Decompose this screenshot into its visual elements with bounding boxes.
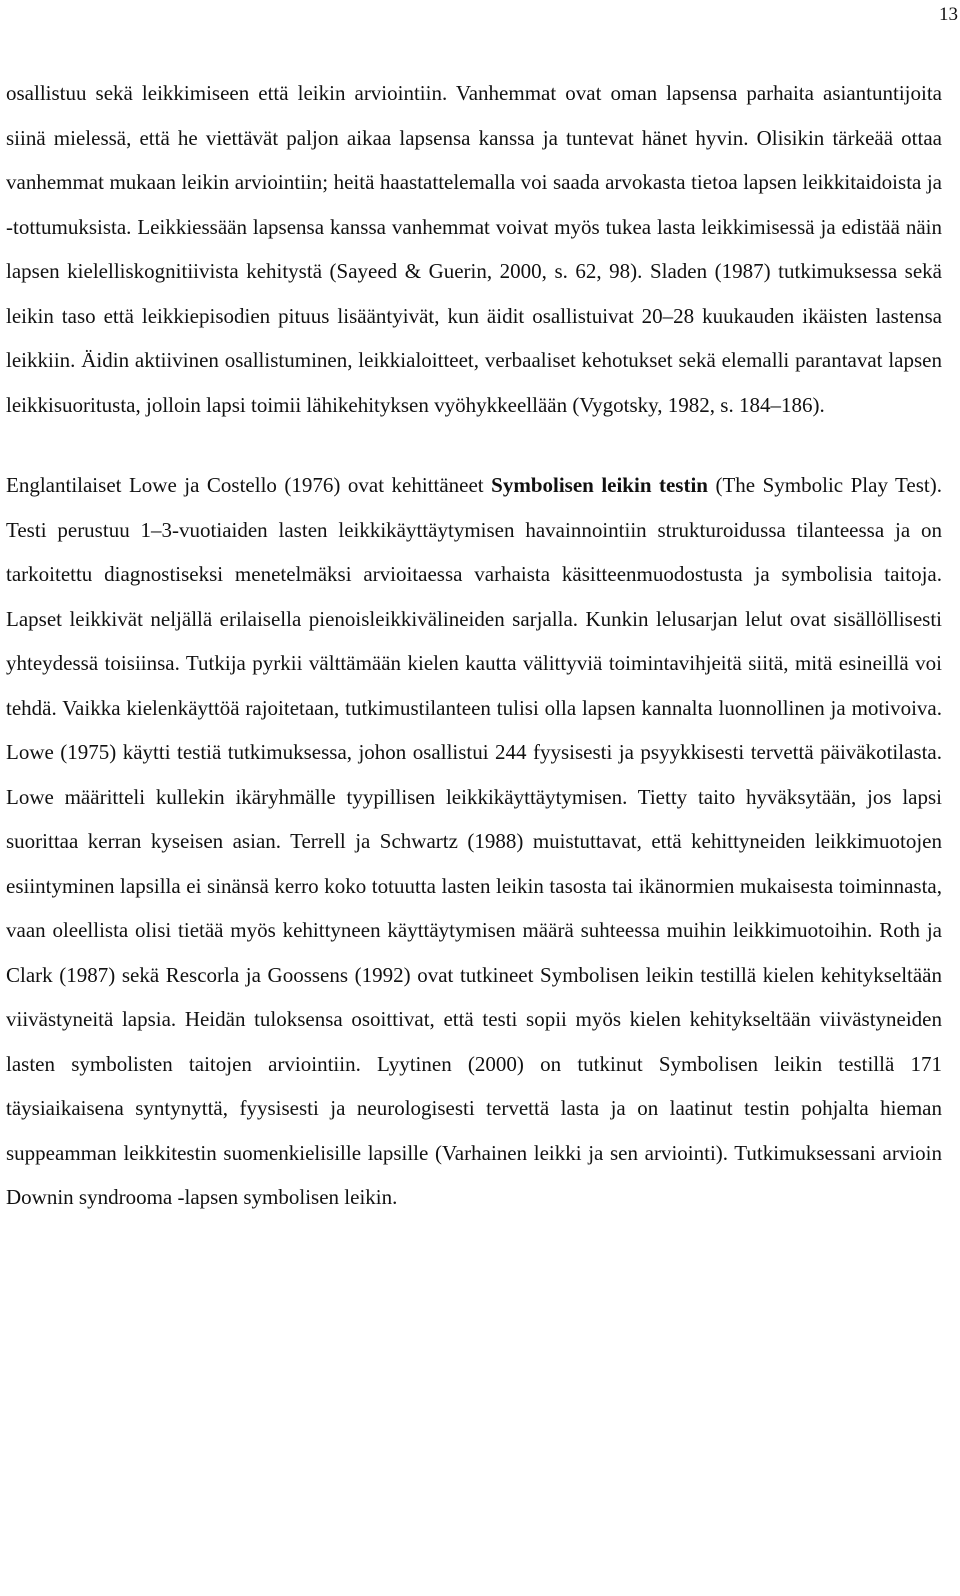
page-number: 13 [939,4,958,25]
paragraph-1: osallistuu sekä leikkimiseen että leikin arviointiin. Vanhemmat ovat oman lapsensa parhaita asiantuntijoita siinä mielessä, että he viettävät paljon aikaa lapsensa kanssa ja tuntevat hänet hyvin. Olisikin tärkeää ottaa vanhemmat mukaan leikin arviointiin; heitä haastattelemalla voi saada arvokasta tietoa lapsen leikkitaidoista ja -tottumuksista. Leikkiessään lapsensa kanssa vanhemmat voivat myös tukea lasta leikkimisessä ja edistää näin lapsen kielelliskognitiivista kehitystä (Sayeed & Guerin, 2000, s. 62, 98). Sladen (1987) tutkimuksessa sekä leikin taso että leikkiepisodien pituus lisääntyivät, kun äidit osallistuivat 20–28 kuukauden ikäisten lastensa leikkiin. Äidin aktiivinen osallistuminen, leikkialoitteet, verbaaliset kehotukset sekä elemalli parantavat lapsen leikkisuoritusta, jolloin lapsi toimii lähikehityksen vyöhykkeellään (Vygotsky, 1982, s. 184–186). [6,81,942,417]
paragraph-2 [6,463,942,1220]
test-name-bold: Symbolisen leikin testin [491,473,708,497]
paragraph-2-intro: Englantilaiset Lowe ja Costello (1976) ovat kehittäneet [6,473,492,497]
paragraph-2-body: (The Symbolic Play Test). Testi perustuu 1–3-vuotiaiden lasten leikkikäyttäytymisen havainnointiin strukturoidussa tilanteessa ja on tarkoitettu diagnostiseksi menetelmäksi arvioitaessa varhaista käsitteenmuodostusta ja symbolisia taitoja. Lapset leikkivät neljällä erilaisella pienoisleikkivälineiden sarjalla. Kunkin lelusarjan lelut ovat sisällöllisesti yhteydessä toisiinsa. Tutkija pyrkii välttämään kielen kautta välittyviä toimintavihjeitä siitä, mitä esineillä voi tehdä. Vaikka kielenkäyttöä rajoitetaan, tutkimustilanteen tulisi olla lapsen kannalta luonnollinen ja motivoiva. Lowe (1975) käytti testiä tutkimuksessa, johon osallistui 244 fyysisesti ja psyykkisesti tervettä päiväkotilasta. Lowe määritteli kullekin ikäryhmälle tyypillisen leikkikäyttäytymisen. Tietty taito hyväksytään, jos lapsi suorittaa kerran kyseisen asian. Terrell ja Schwartz (1988) muistuttavat, että kehittyneiden leikkimuotojen esiintyminen lapsilla ei sinänsä kerro koko totuutta lasten leikin tasosta tai ikänormien mukaisesta toiminnasta, vaan oleellista olisi tietää myös kehittyneen käyttäytymisen määrä suhteessa muihin leikkimuotoihin. Roth ja Clark (1987) sekä Rescorla ja Goossens (1992) ovat tutkineet Symbolisen leikin testillä kielen kehitykseltään viivästyneitä lapsia. Heidän tuloksensa osoittivat, että testi sopii myös kielen kehitykseltään viivästyneiden lasten symbolisten taitojen arviointiin. Lyytinen (2000) on tutkinut Symbolisen leikin testillä 171 täysiaikaisena syntynyttä, fyysisesti ja neurologisesti tervettä lasta ja on laatinut testin pohjalta hieman suppeamman leikkitestin suomenkielisille lapsille (Varhainen leikki ja sen arviointi). Tutkimuksessani arvioin Downin syndrooma -lapsen symbolisen leikin. [6,473,942,1209]
document-body [6,71,942,1220]
